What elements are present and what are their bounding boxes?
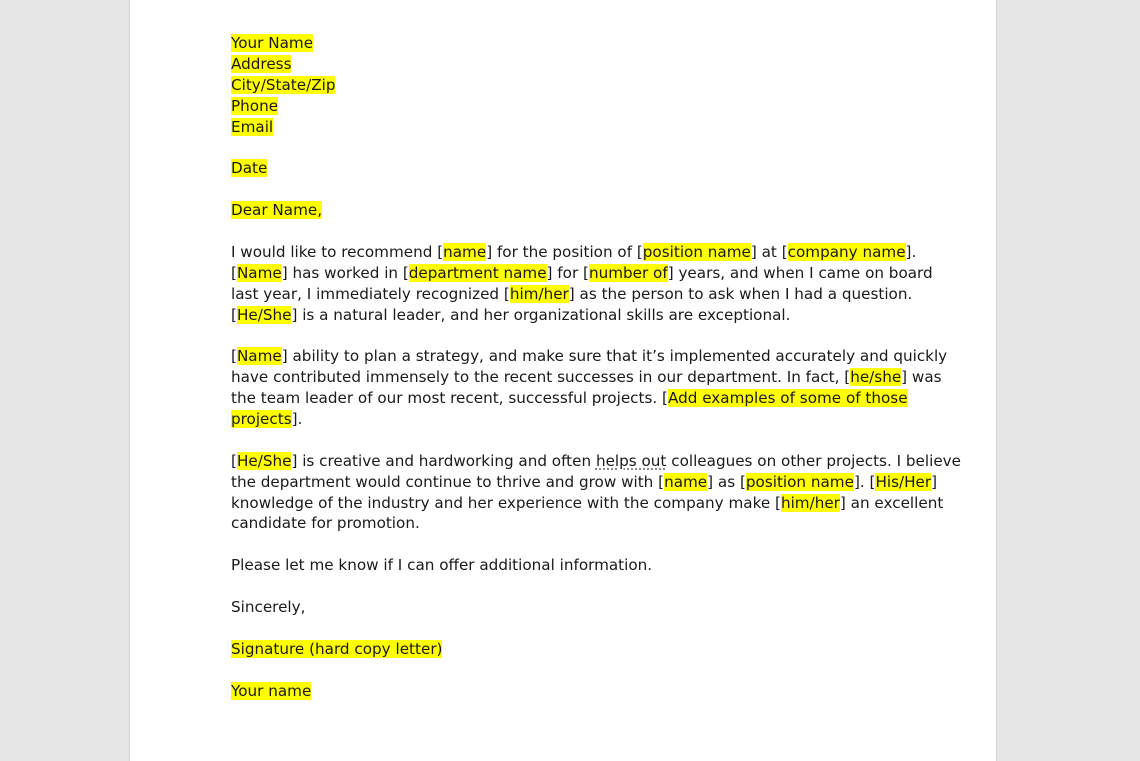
sender-city-state-zip: City/State/Zip — [231, 75, 336, 94]
p2-line-1 — [231, 346, 948, 367]
placeholder-company-name: company name — [787, 242, 906, 261]
typed-name: Your name — [231, 681, 312, 700]
closing-request: Please let me know if I can offer additional information. — [231, 556, 653, 575]
placeholder-projects: projects — [231, 410, 292, 429]
letter-body[interactable] — [231, 33, 962, 702]
closing-line — [231, 597, 911, 618]
text: ] as the person to ask when I had a question. — [568, 284, 913, 303]
placeholder-name: name — [443, 242, 487, 261]
signature-placeholder: Signature (hard copy letter) — [231, 639, 443, 658]
placeholder-add-examples: Add examples of some of those — [667, 389, 908, 408]
text: ]. [ — [853, 472, 876, 491]
text: ] ability to plan a strategy, and make sure that it’s implemented accurately and quickly — [281, 347, 948, 366]
text: ]. — [291, 410, 303, 429]
typed-name-line — [231, 681, 911, 702]
sender-phone-line — [231, 96, 911, 117]
sender-city-line — [231, 75, 911, 96]
placeholder-him-her: him/her — [780, 493, 840, 512]
placeholder-number-of: number of — [588, 263, 668, 282]
p2-line-3 — [231, 388, 911, 409]
p2-line-2 — [231, 367, 942, 388]
signature-line — [231, 639, 911, 660]
sender-phone: Phone — [231, 96, 279, 115]
text: ] is a natural leader, and her organizational skills are exceptional. — [291, 305, 791, 324]
p3-line-3 — [231, 493, 944, 514]
p1-line-2 — [231, 263, 933, 284]
text: [ — [231, 451, 237, 470]
spacer — [231, 221, 911, 242]
placeholder-name: name — [664, 472, 708, 491]
grammar-flag[interactable]: helps out — [595, 451, 667, 470]
text: knowledge of the industry and her experience with the company make [ — [231, 493, 781, 512]
salutation: Dear Name, — [231, 201, 323, 220]
text: [ — [231, 305, 237, 324]
p3-line-2 — [231, 472, 938, 493]
text: last year, I immediately recognized [ — [231, 284, 510, 303]
sender-name: Your Name — [231, 34, 314, 52]
sender-email-line — [231, 117, 911, 138]
date: Date — [231, 159, 268, 178]
p1-line-1 — [231, 242, 917, 263]
spacer — [231, 430, 911, 451]
p3-line-4 — [231, 513, 911, 534]
placeholder-he-she: he/she — [850, 368, 902, 387]
text: ] as [ — [707, 472, 746, 491]
placeholder-department-name: department name — [408, 263, 547, 282]
text: ] is creative and hardworking and often — [291, 451, 596, 470]
sender-address-line — [231, 54, 911, 75]
placeholder-he-she: He/She — [236, 305, 292, 324]
p3-line-1 — [231, 451, 962, 472]
text: ] for [ — [546, 263, 589, 282]
text: [ — [231, 263, 237, 282]
date-line — [231, 158, 911, 179]
text: I would like to recommend [ — [231, 242, 444, 261]
text: ] an excellent — [839, 493, 944, 512]
sender-email: Email — [231, 117, 274, 136]
spacer — [231, 618, 911, 639]
placeholder-name: Name — [236, 347, 282, 366]
placeholder-he-she: He/She — [236, 451, 292, 470]
text: ] has worked in [ — [281, 263, 409, 282]
sender-address: Address — [231, 54, 292, 73]
text: the department would continue to thrive and grow with [ — [231, 472, 665, 491]
salutation-line — [231, 200, 911, 221]
placeholder-name: Name — [236, 263, 282, 282]
closing: Sincerely, — [231, 598, 306, 617]
text: the team leader of our most recent, successful projects. [ — [231, 389, 668, 408]
text: [ — [231, 347, 237, 366]
p1-line-4 — [231, 305, 911, 326]
text: ]. — [905, 242, 917, 261]
spacer — [231, 179, 911, 200]
placeholder-his-her: His/Her — [875, 472, 932, 491]
document-page — [129, 0, 997, 761]
text: have contributed immensely to the recent successes in our department. In fact, [ — [231, 368, 851, 387]
spacer — [231, 534, 911, 555]
spacer — [231, 137, 911, 158]
spacer — [231, 325, 911, 346]
text: ] for the position of [ — [486, 242, 643, 261]
spacer — [231, 576, 911, 597]
text: ] was — [901, 368, 942, 387]
text: ] years, and when I came on board — [667, 263, 933, 282]
placeholder-position-name: position name — [745, 472, 854, 491]
placeholder-him-her: him/her — [509, 284, 569, 303]
p4-line — [231, 555, 911, 576]
text: colleagues on other projects. I believe — [666, 451, 962, 470]
placeholder-position-name: position name — [642, 242, 751, 261]
p1-line-3 — [231, 284, 911, 305]
p2-line-4 — [231, 409, 911, 430]
text: ] — [931, 472, 938, 491]
spacer — [231, 660, 911, 681]
sender-name-line — [231, 33, 911, 54]
text: candidate for promotion. — [231, 514, 420, 533]
text: ] at [ — [750, 242, 788, 261]
